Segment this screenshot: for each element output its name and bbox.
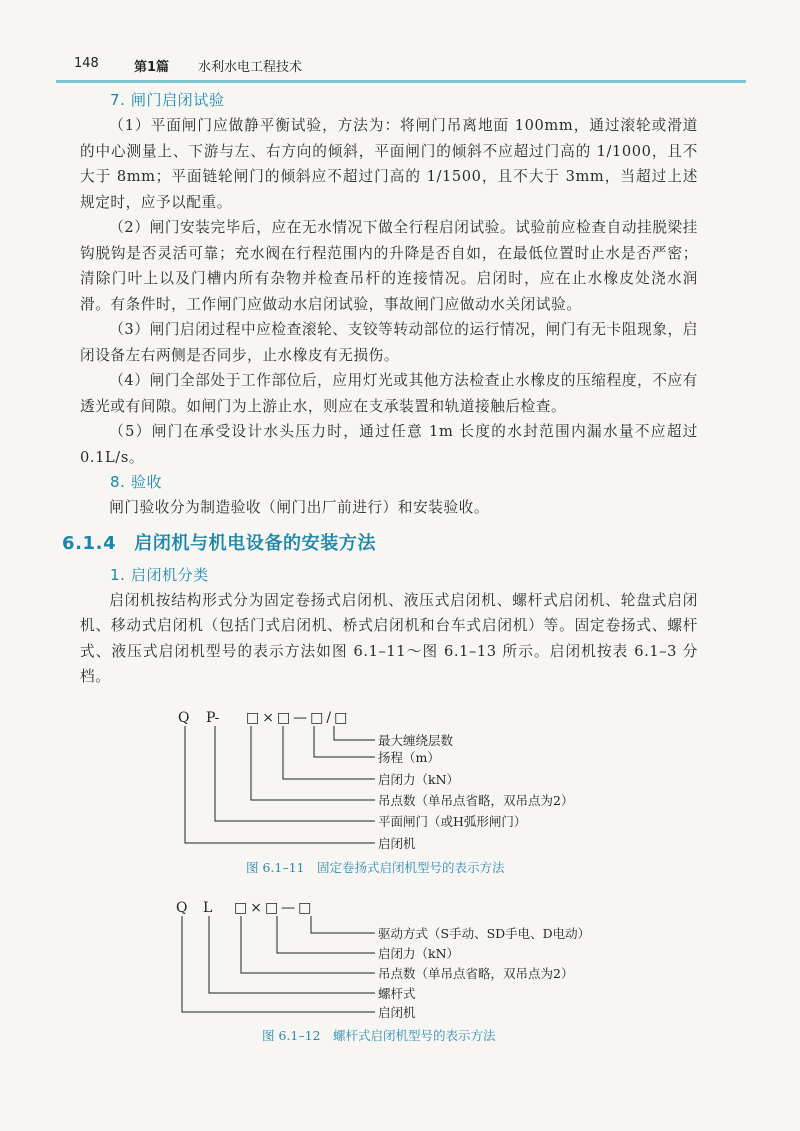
label-lift-points: 吊点数（单吊点省略，双吊点为2） (378, 793, 574, 808)
label-hoist-force: 启闭力（kN） (378, 946, 460, 961)
section-title: 启闭机与机电设备的安装方法 (134, 532, 377, 554)
page-header (56, 54, 746, 83)
page-number: 148 (74, 56, 99, 71)
code-q: Q (178, 710, 190, 726)
paragraph: （4）闸门全部处于工作部位后，应用灯光或其他方法检查止水橡皮的压缩程度，不应有透光或有间隙。如闸门为上游止水，则应在支承装置和轨道接触后检查。 (80, 372, 698, 415)
label-hoist: 启闭机 (378, 1005, 416, 1020)
label-drive-mode: 驱动方式（S手动、SD手电、D电动） (378, 926, 591, 941)
part-title: 水利水电工程技术 (198, 60, 303, 75)
section-number: 6.1.4 (62, 532, 117, 554)
code-l: L (203, 900, 213, 916)
code-rest: □×□—□/□ (246, 710, 351, 726)
label-hoist: 启闭机 (378, 836, 416, 851)
figure-connector-lines (185, 726, 375, 843)
label-max-layers: 最大缠绕层数 (378, 733, 454, 748)
figure-6-1-11-diagram (0, 700, 800, 880)
label-lift-height: 扬程（m） (378, 750, 440, 765)
paragraph: 启闭机按结构形式分为固定卷扬式启闭机、液压式启闭机、螺杆式启闭机、轮盘式启闭机、移动式启闭机（包括门式启闭机、桥式启闭机和台车式启闭机）等。固定卷扬式、螺杆式、液压式启闭机型号的表示方法如图 6.1–11～图 6.1–13 所示。启闭机按表 6.1–3 分档。 (80, 591, 698, 685)
paragraph: （1）平面闸门应做静平衡试验，方法为：将闸门吊离地面 100mm，通过滚轮或滑道的中心测量上、下游与左、右方向的倾斜，平面闸门的倾斜不应超过门高的 1/1000，且不大于 8mm；平面链轮闸门的倾斜应不超过门高的 1/1500，且不大于 3mm，当超过上述规定时，应予以配重。 (80, 117, 698, 211)
section-6-1-4-heading (62, 529, 698, 559)
label-lift-points: 吊点数（单吊点省略，双吊点为2） (378, 966, 574, 981)
figure-connector-lines (182, 916, 375, 1012)
figure-6-1-12-diagram (0, 892, 800, 1052)
paragraph: （2）闸门安装完毕后，应在无水情况下做全行程启闭试验。试验前应检查自动挂脱梁挂钩脱钩是否灵活可靠；充水阀在行程范围内的升降是否自如，在最低位置时止水是否严密；清除门叶上以及门槽内所有杂物并检查吊杆的连接情况。启闭时，应在止水橡皮处浇水润滑。有条件时，工作闸门应做动水启闭试验，事故闸门应做动水关闭试验。 (80, 219, 698, 313)
label-gate-type: 平面闸门（或H弧形闸门） (378, 814, 527, 829)
section-8-heading: 8. 验收 (110, 473, 163, 491)
paragraph: （3）闸门启闭过程中应检查滚轮、支铰等转动部位的运行情况，闸门有无卡阻现象，启闭设备左右两侧是否同步，止水橡皮有无损伤。 (80, 321, 698, 364)
label-screw-type: 螺杆式 (378, 986, 416, 1001)
paragraph: 闸门验收分为制造验收（闸门出厂前进行）和安装验收。 (109, 499, 490, 516)
subsection-1-heading: 1. 启闭机分类 (110, 565, 209, 584)
code-p: P- (206, 710, 220, 726)
figure-caption: 图 6.1–11 固定卷扬式启闭机型号的表示方法 (246, 860, 505, 875)
figure-caption: 图 6.1–12 螺杆式启闭机型号的表示方法 (262, 1028, 496, 1043)
section-7-heading: 7. 闸门启闭试验 (110, 91, 225, 109)
label-hoist-force: 启闭力（kN） (378, 772, 460, 787)
page-body (62, 88, 698, 690)
part-label: 第1篇 (134, 60, 170, 75)
figure-6-1-11 (0, 700, 800, 880)
figure-6-1-12 (0, 892, 800, 1052)
code-rest: □×□—□ (234, 900, 315, 916)
code-q: Q (176, 900, 188, 916)
paragraph: （5）闸门在承受设计水头压力时，通过任意 1m 长度的水封范围内漏水量不应超过 0.1L/s。 (80, 423, 698, 466)
